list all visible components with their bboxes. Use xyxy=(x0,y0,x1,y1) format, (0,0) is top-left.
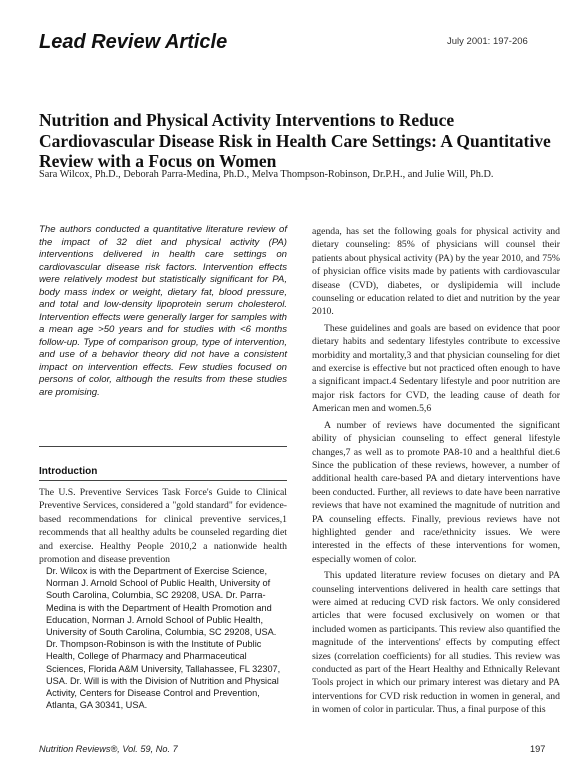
introduction-paragraph: The U.S. Preventive Services Task Force's Guide to Clinical Preventive Services, considered a "gold standard" for evidence-based recommendations for clinical preventive services,1 recommends that all healthy adults be counseled regarding diet and exercise. Healthy People 2010,2 a nationwide health promotion and disease prevention xyxy=(39,487,287,566)
paragraph-2: These guidelines and goals are based on evidence that poor dietary habits and sedentary lifestyles contribute to excessive morbidity and mortality,3 and that physician counseling for diet and exercise is effective but not practiced often enough to have a significant impact.4 Sedentary lifestyle and poor nutrition are major risk factors for CVD, the leading cause of death for American men and women.5,6 xyxy=(312,322,560,415)
paragraph-1: agenda, has set the following goals for physical activity and dietary counseling: 85% of physicians will counsel their patients about physical activity (PA) by the year 2010, and 75% of physician office visits made by patients with cardiovascular disease (CVD), diabetes, or dyslipidemia will include counseling or education related to diet and nutrition by the year 2010. xyxy=(312,226,560,318)
heading-divider xyxy=(39,480,287,481)
abstract-divider xyxy=(39,446,287,447)
author-list: Sara Wilcox, Ph.D., Deborah Parra-Medina, Ph.D., Melva Thompson-Robinson, Dr.P.H., and Julie Will, Ph.D. xyxy=(39,169,494,180)
introduction-heading: Introduction xyxy=(39,466,98,477)
paragraph-3: A number of reviews have documented the significant ability of physician counseling to effect general lifestyle changes,7 as well as to promote PA8-10 and a healthful diet.6 Since the publication of these reviews, however, a number of additional health care-based PA and dietary interventions have been conducted. Further, all reviews to date have been narrative reviews that have not examined the magnitude of nutrition and PA counseling effects. Finally, previous reviews have not highlighted gender and race/ethnicity issues. We were interested in the effects of these interventions for women, especially women of color. xyxy=(312,419,560,565)
paragraph-4: This updated literature review focuses on dietary and PA counseling interventions delivered in health care settings that were aimed at reducing CVD risk factors. We only considered articles that were focused exclusively on women or that included women as participants. This review also quantified the magnitude of the interventions' effects by computing effect sizes (correlation coefficients) for all studies. This review was conducted as part of the Heart Healthy and Ethnically Relevant Tools project in which our primary interest was dietary and PA interventions for CVD risk reduction in women in general, and in women of color in particular. Thus, a final purpose of this xyxy=(312,570,560,716)
journal-footer: Nutrition Reviews®, Vol. 59, No. 7 xyxy=(39,744,178,754)
abstract: The authors conducted a quantitative literature review of the impact of 32 diet and physical activity (PA) interventions delivered in health care settings on cardiovascular disease risk factors. Intervention effects were relatively modest but statistically significant for PA, body mass index or weight, dietary fat, blood pressure, and total and low-density lipoprotein serum cholesterol. Intervention effects were generally larger for samples with a mean age >50 years and for studies with <6 months follow-up. Type of comparison group, type of intervention, and use of a behavior theory did not have a consistent impact on intervention effects. Few studies focused on persons of color, although the results from these studies are promising. xyxy=(39,224,287,398)
introduction-text xyxy=(39,486,287,566)
article-title: Nutrition and Physical Activity Interventions to Reduce Cardiovascular Disease Risk in Health Care Settings: A Quantitative Review with a Focus on Women xyxy=(39,110,551,171)
author-affiliations-footnote: Dr. Wilcox is with the Department of Exercise Science, Norman J. Arnold School of Public Health, University of South Carolina, Columbia, SC 29208, USA. Dr. Parra-Medina is with the Department of Health Promotion and Education, Norman J. Arnold School of Public Health, University of South Carolina, Columbia, SC 29208, USA. Dr. Thompson-Robinson is with the Institute of Public Health, College of Pharmacy and Pharmaceutical Sciences, Florida A&M University, Tallahassee, FL 32307, USA. Dr. Will is with the Division of Nutrition and Physical Activity, Centers for Disease Control and Prevention, Atlanta, GA 30341, USA. xyxy=(46,566,281,711)
section-label: Lead Review Article xyxy=(39,31,228,53)
right-column xyxy=(312,225,560,717)
page-number: 197 xyxy=(530,744,546,754)
issue-citation: July 2001: 197-206 xyxy=(447,36,528,47)
